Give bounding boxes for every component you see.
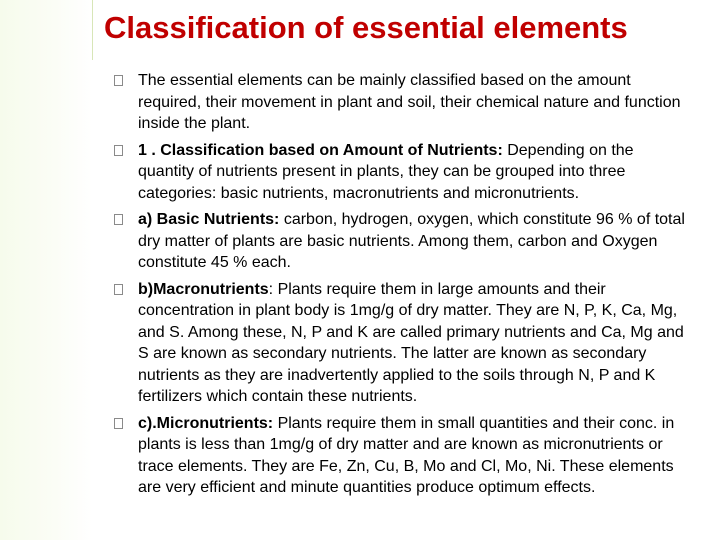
bullet-item-overview (114, 70, 692, 135)
slide-title: Classification of essential elements (104, 10, 628, 45)
bullet-text (138, 140, 692, 205)
bullet-body-text: The essential elements can be mainly classified based on the amount required, their movement in plant and soil, their chemical nature and function inside the plant. (138, 72, 681, 132)
box-bullet-icon (114, 145, 123, 156)
box-bullet-icon (114, 75, 123, 86)
box-bullet-icon (114, 284, 123, 295)
bullet-item-basic-nutrients (114, 209, 692, 274)
bullet-bold-text: b)Macronutrients (138, 280, 269, 298)
bullet-body-text: Depending on the quantity of nutrients present in plants, they can be grouped into three categories: basic nutrients, macronutrients and micronutrients. (138, 141, 634, 202)
bullet-bold-text: 1 . Classification based on Amount of Nutrients: (138, 141, 503, 159)
bullet-body-text: Plants require them in small quantities and their conc. in plants is less than 1mg/g of dry matter and are known as micronutrients or trace elements. They are Fe, Zn, Cu, B, Mo and Cl, Mo, Ni. These elements are very efficient and minute quantities produce optimum effects. (138, 414, 675, 496)
bullet-body-text: carbon, hydrogen, oxygen, which constitute 96 % of total dry matter of plants are basic nutrients. Among them, carbon and Oxygen constitute 45 % each. (138, 211, 685, 271)
bullet-list (114, 70, 692, 504)
decorative-side-band (0, 0, 92, 540)
title-divider (92, 0, 93, 60)
bullet-text (138, 70, 692, 135)
box-bullet-icon (114, 214, 123, 225)
box-bullet-icon (114, 418, 123, 429)
bullet-item-macronutrients (114, 279, 692, 408)
bullet-item-amount-classification (114, 140, 692, 205)
bullet-bold-text: a) Basic Nutrients: (138, 211, 280, 228)
bullet-text (138, 279, 692, 408)
bullet-text (138, 209, 692, 274)
bullet-text (138, 413, 692, 499)
bullet-bold-text: c).Micronutrients: (138, 414, 274, 432)
bullet-item-micronutrients (114, 413, 692, 499)
bullet-body-text: : Plants require them in large amounts and their concentration in plant body is 1mg/g of dry matter. They are N, P, K, Ca, Mg, and S. Among these, N, P and K are called primary nutrients and Ca, Mg and S are known as secondary nutrients. The latter are known as secondary nutrients as they are inadvertently applied to the soils through N, P and K fertilizers which contain these nutrients. (138, 280, 684, 405)
